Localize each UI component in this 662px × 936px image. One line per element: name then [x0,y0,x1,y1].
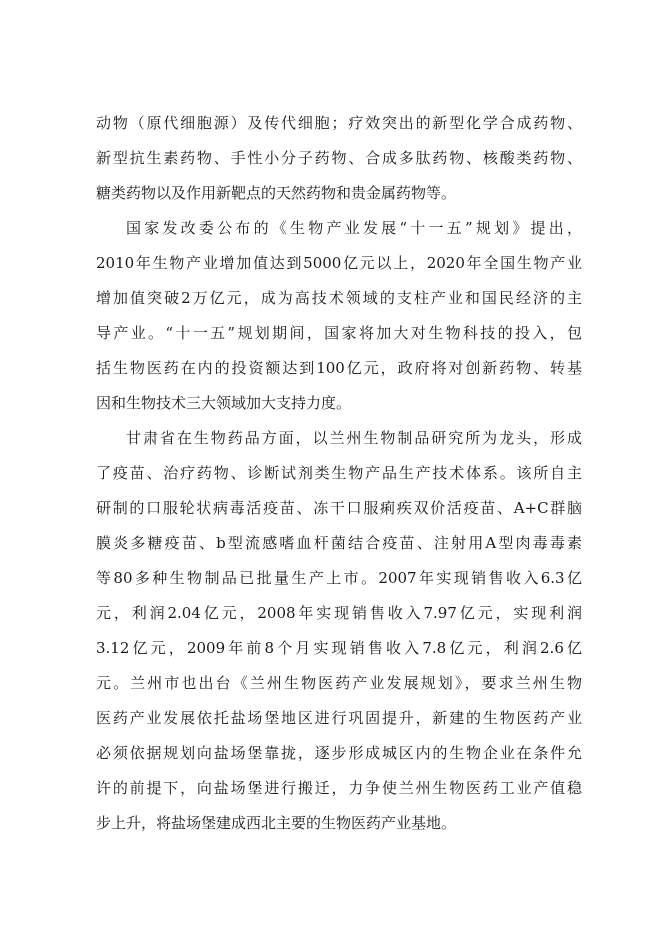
paragraph-line: 因和生物技术三大领域加大支持力度。 [96,394,352,412]
paragraph-line: 步上升，将盐场堡建成西北主要的生物医药产业基地。 [96,814,457,832]
paragraph-2 [96,211,582,421]
paragraph-line: 甘肃省在生物药品方面，以兰州生物制品研究所为龙头，形成 [126,429,582,447]
paragraph-line: 增加值突破2万亿元，成为高技术领域的支柱产业和国民经济的主 [96,289,582,307]
paragraph-line: 等80多种生物制品已批量生产上市。2007年实现销售收入6.3亿 [96,569,582,587]
paragraph-line: 研制的口服轮状病毒活疫苗、冻干口服痢疾双价活疫苗、A+C群脑 [96,499,582,517]
paragraph-line: 新型抗生素药物、手性小分子药物、合成多肽药物、核酸类药物、 [96,149,582,167]
paragraph-line: 括生物医药在内的投资额达到100亿元，政府将对创新药物、转基 [96,359,582,377]
paragraph-line: 必须依据规划向盐场堡靠拢，逐步形成城区内的生物企业在条件允 [96,744,582,762]
paragraph-1 [96,106,582,211]
paragraph-line: 了疫苗、治疗药物、诊断试剂类生物产品生产技术体系。该所自主 [96,464,582,482]
paragraph-3 [96,421,582,841]
paragraph-line: 动物（原代细胞源）及传代细胞；疗效突出的新型化学合成药物、 [96,114,582,132]
paragraph-line: 元，利润2.04亿元，2008年实现销售收入7.97亿元，实现利润 [96,604,582,622]
paragraph-line: 国家发改委公布的《生物产业发展“十一五”规划》提出， [126,219,582,237]
paragraph-line: 许的前提下，向盐场堡进行搬迁，力争使兰州生物医药工业产值稳 [96,779,582,797]
document-page [96,106,582,841]
paragraph-line: 元。兰州市也出台《兰州生物医药产业发展规划》，要求兰州生物 [96,674,582,692]
paragraph-line: 糖类药物以及作用新靶点的天然药物和贵金属药物等。 [96,184,457,202]
paragraph-line: 膜炎多糖疫苗、b型流感嗜血杆菌结合疫苗、注射用A型肉毒毒素 [96,534,582,552]
paragraph-line: 3.12亿元，2009年前8个月实现销售收入7.8亿元，利润2.6亿 [96,639,582,657]
paragraph-line: 2010年生物产业增加值达到5000亿元以上，2020年全国生物产业 [96,254,582,272]
paragraph-line: 医药产业发展依托盐场堡地区进行巩固提升，新建的生物医药产业 [96,709,582,727]
paragraph-line: 导产业。“十一五”规划期间，国家将加大对生物科技的投入，包 [96,324,582,342]
